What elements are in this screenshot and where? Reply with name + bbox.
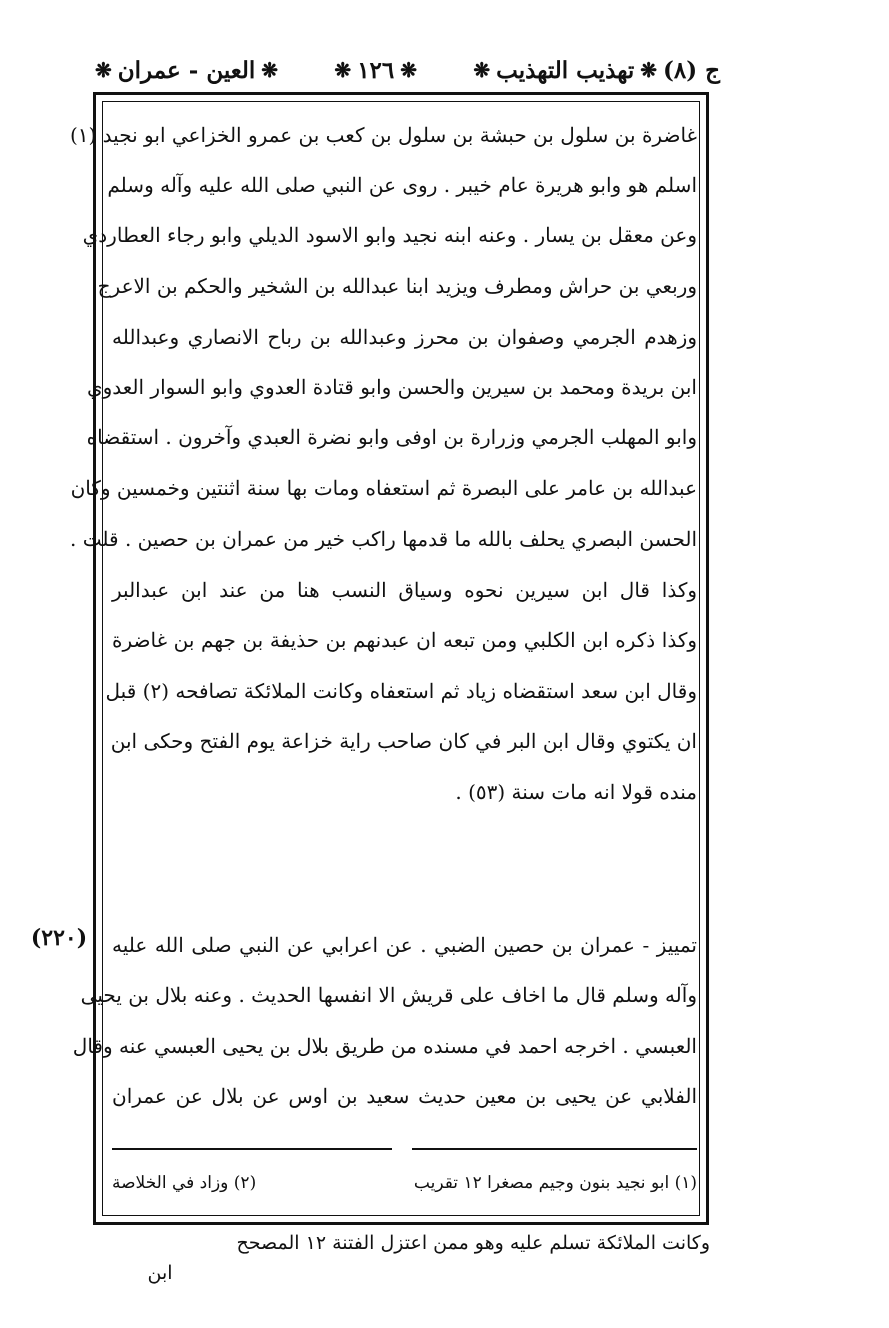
body-line: وعن معقل بن يسار . وعنه ابنه نجيد وابو الاسود الديلي وابو رجاء العطاردي — [82, 223, 697, 247]
body-line: ان يكتوي وقال ابن البر في كان صاحب راية خزاعة يوم الفتح وحكى ابن — [110, 729, 697, 753]
entry-number: (٢٢٠) — [30, 925, 88, 951]
catchword: ابن — [147, 1262, 173, 1284]
running-header — [95, 50, 720, 90]
header-volume-group — [473, 57, 720, 84]
body-line: وابو المهلب الجرمي وزرارة بن اوفى وابو نضرة العبدي وآخرون . استقضاه — [86, 425, 697, 449]
body-line: وربعي بن حراش ومطرف ويزيد ابنا عبدالله بن الشخير والحكم بن الاعرج — [97, 274, 697, 298]
body-line: منده قولا انه مات سنة (٥٣) . — [455, 780, 697, 804]
book-title: تهذيب التهذيب — [496, 56, 635, 84]
page-number: ١٢٦ — [357, 56, 395, 84]
body-line: اسلم هو وابو هريرة عام خيبر . روى عن النبي صلى الله عليه وآله وسلم — [107, 173, 697, 197]
footnote-2: (٢) وزاد في الخلاصة — [112, 1173, 257, 1193]
ornament-icon: ❋ — [473, 58, 491, 82]
ornament-icon: ❋ — [261, 58, 279, 82]
header-page-group — [334, 57, 417, 84]
footnote-rule — [412, 1148, 697, 1150]
ornament-icon: ❋ — [400, 58, 418, 82]
section-title: العين - عمران — [117, 56, 256, 84]
body-line: وزهدم الجرمي وصفوان بن محرز وعبدالله بن رباح الانصاري وعبدالله — [112, 325, 697, 349]
volume-label: ج (٨) — [663, 56, 720, 84]
body-line: وكذا قال ابن سيرين نحوه وسياق النسب هنا من عند ابن عبدالبر — [112, 578, 697, 602]
body-line: الحسن البصري يحلف بالله ما قدمها راكب خير من عمران بن حصين . قلت . — [70, 527, 697, 551]
footnotes — [112, 1165, 697, 1201]
marginal-note: وكانت الملائكة تسلم عليه وهو ممن اعتزل الفتنة ١٢ المصحح — [236, 1232, 710, 1254]
footnote-1: (١) ابو نجيد بنون وجيم مصغرا ١٢ تقريب — [413, 1173, 697, 1193]
body-line: تمييز - عمران بن حصين الضبي . عن اعرابي عن النبي صلى الله عليه — [112, 933, 697, 957]
body-line: الفلابي عن يحيى بن معين حديث سعيد بن اوس عن بلال عن عمران — [112, 1084, 697, 1108]
footnote-rule — [112, 1148, 392, 1150]
ornament-icon: ❋ — [95, 58, 112, 82]
body-line: العبسي . اخرجه احمد في مسنده من طريق بلال بن يحيى العبسي عنه وقال — [72, 1034, 697, 1058]
body-line: وقال ابن سعد استقضاه زياد ثم استعفاه وكانت الملائكة تصافحه (٢) قبل — [105, 679, 697, 703]
ornament-icon: ❋ — [640, 58, 657, 82]
header-section-group — [95, 57, 278, 84]
body-line: وآله وسلم قال ما اخاف على قريش الا انفسها الحديث . وعنه بلال بن يحيى — [80, 983, 697, 1007]
ornament-icon: ❋ — [334, 58, 352, 82]
body-line: عبدالله بن عامر على البصرة ثم استعفاه ومات بها سنة اثنتين وخمسين وكان — [70, 476, 697, 500]
body-line: غاضرة بن سلول بن حبشة بن سلول بن كعب بن عمرو الخزاعي ابو نجيد (١) — [69, 123, 697, 147]
body-line: ابن بريدة ومحمد بن سيرين والحسن وابو قتادة العدوي وابو السوار العدوي — [86, 375, 697, 399]
body-line: وكذا ذكره ابن الكلبي ومن تبعه ان عبدنهم بن حذيفة بن جهم بن غاضرة — [112, 628, 697, 652]
